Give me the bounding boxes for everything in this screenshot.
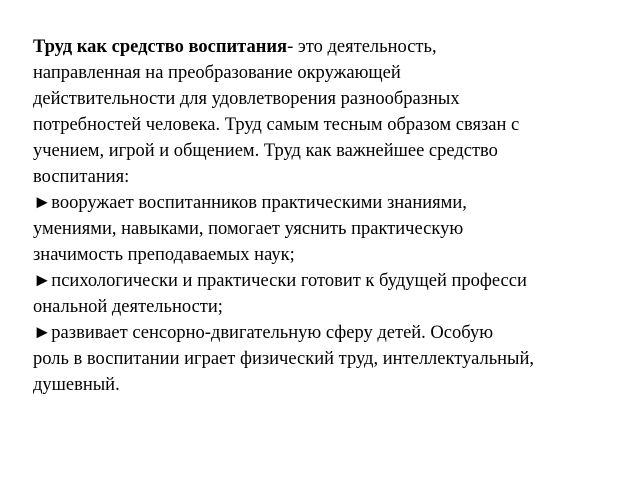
text-line-5: учением, игрой и общением. Труд как важнейшее средство <box>33 141 498 161</box>
body-text <box>33 34 623 398</box>
bullet-item-1-line-3: значимость преподаваемых наук; <box>33 245 295 265</box>
text-line-3: действительности для удовлетворения разнообразных <box>33 89 460 109</box>
text-line-1 <box>33 34 623 60</box>
bullet-item-1-line-1: ►вооружает воспитанников практическими знаниями, <box>33 193 467 213</box>
text-line-6: воспитания: <box>33 167 130 187</box>
bullet-item-3-line-1: ►развивает сенсорно-двигательную сферу детей. Особую <box>33 323 494 343</box>
lead-continuation: - это деятельность, <box>287 37 437 57</box>
text-line-4: потребностей человека. Труд самым тесным образом связан с <box>33 115 520 135</box>
lead-heading: Труд как средство воспитания <box>33 37 288 57</box>
bullet-item-3-line-2: роль в воспитании играет физический труд, интеллектуальный, <box>33 349 534 369</box>
bullet-item-1-line-2: умениями, навыками, помогает уяснить практическую <box>33 219 464 239</box>
bullet-item-2-line-1: ►психологически и практически готовит к будущей професси <box>33 271 527 291</box>
bullet-item-2-line-2: ональной деятельности; <box>33 297 223 317</box>
bullet-item-3-line-3: душевный. <box>33 375 120 395</box>
text-line-2: направленная на преобразование окружающей <box>33 63 401 83</box>
